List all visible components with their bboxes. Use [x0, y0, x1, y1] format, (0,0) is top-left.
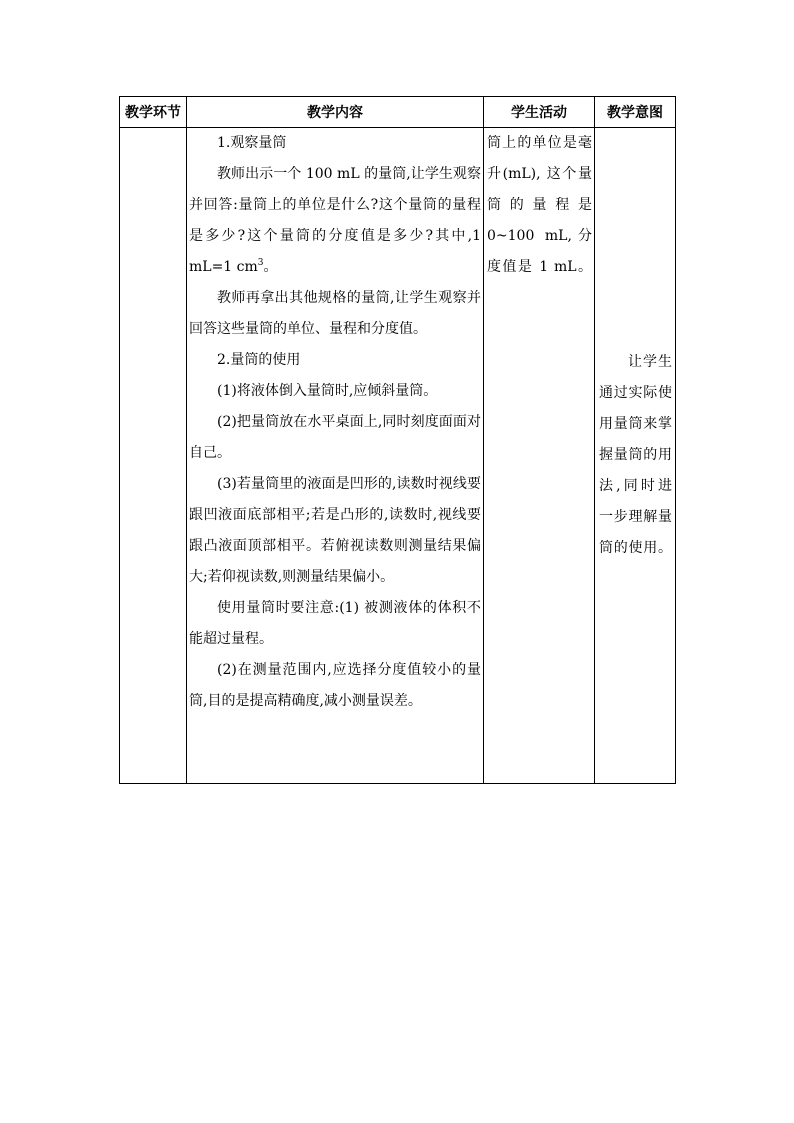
table-header-row [120, 97, 676, 128]
content-text: 教师出示一个 100 mL 的量筒,让学生观察并回答:量筒上的单位是什么?这个量筒的量程是多少?这个量筒的分度值是多少?其中,1 mL=1 cm [189, 166, 481, 275]
content-paragraph: (2)把量筒放在水平桌面上,同时刻度面面对自己。 [189, 414, 481, 461]
content-text: 。 [263, 259, 278, 275]
content-paragraph [189, 159, 481, 283]
stage-cell [120, 128, 187, 784]
header-activity: 学生活动 [484, 97, 595, 128]
lesson-plan-sheet [119, 96, 675, 784]
activity-cell [484, 128, 595, 784]
content-paragraph: 使用量筒时要注意:(1) 被测液体的体积不能超过量程。 [189, 600, 481, 647]
superscript: 3 [257, 258, 264, 268]
content-paragraph: (2)在测量范围内,应选择分度值较小的量筒,目的是提高精确度,减小测量误差。 [189, 662, 481, 709]
header-content: 教学内容 [187, 97, 484, 128]
activity-text: 筒上的单位是毫升(mL), 这个量筒的量程是 0~100 mL,分度值是 1 mL。 [487, 135, 592, 275]
content-cell [187, 128, 484, 784]
content-heading-usage: 2.量筒的使用 [217, 352, 301, 368]
content-paragraph: (3)若量筒里的液面是凹形的,读数时视线要跟凹液面底部相平;若是凸形的,读数时,视线要跟凸液面顶部相平。若俯视读数则测量结果偏大;若仰视读数,则测量结果偏小。 [189, 476, 481, 585]
lesson-plan-table [119, 96, 676, 784]
content-paragraph: (1)将液体倒入量筒时,应倾斜量筒。 [217, 383, 438, 399]
table-row [120, 128, 676, 784]
header-stage: 教学环节 [120, 97, 187, 128]
content-paragraph: 教师再拿出其他规格的量筒,让学生观察并回答这些量筒的单位、量程和分度值。 [189, 290, 481, 337]
content-heading-observe: 1.观察量筒 [217, 135, 287, 151]
header-intent: 教学意图 [595, 97, 676, 128]
intent-cell [595, 128, 676, 784]
intent-text: 让学生通过实际使用量筒来掌握量筒的用法,同时进一步理解量筒的使用。 [599, 354, 672, 556]
